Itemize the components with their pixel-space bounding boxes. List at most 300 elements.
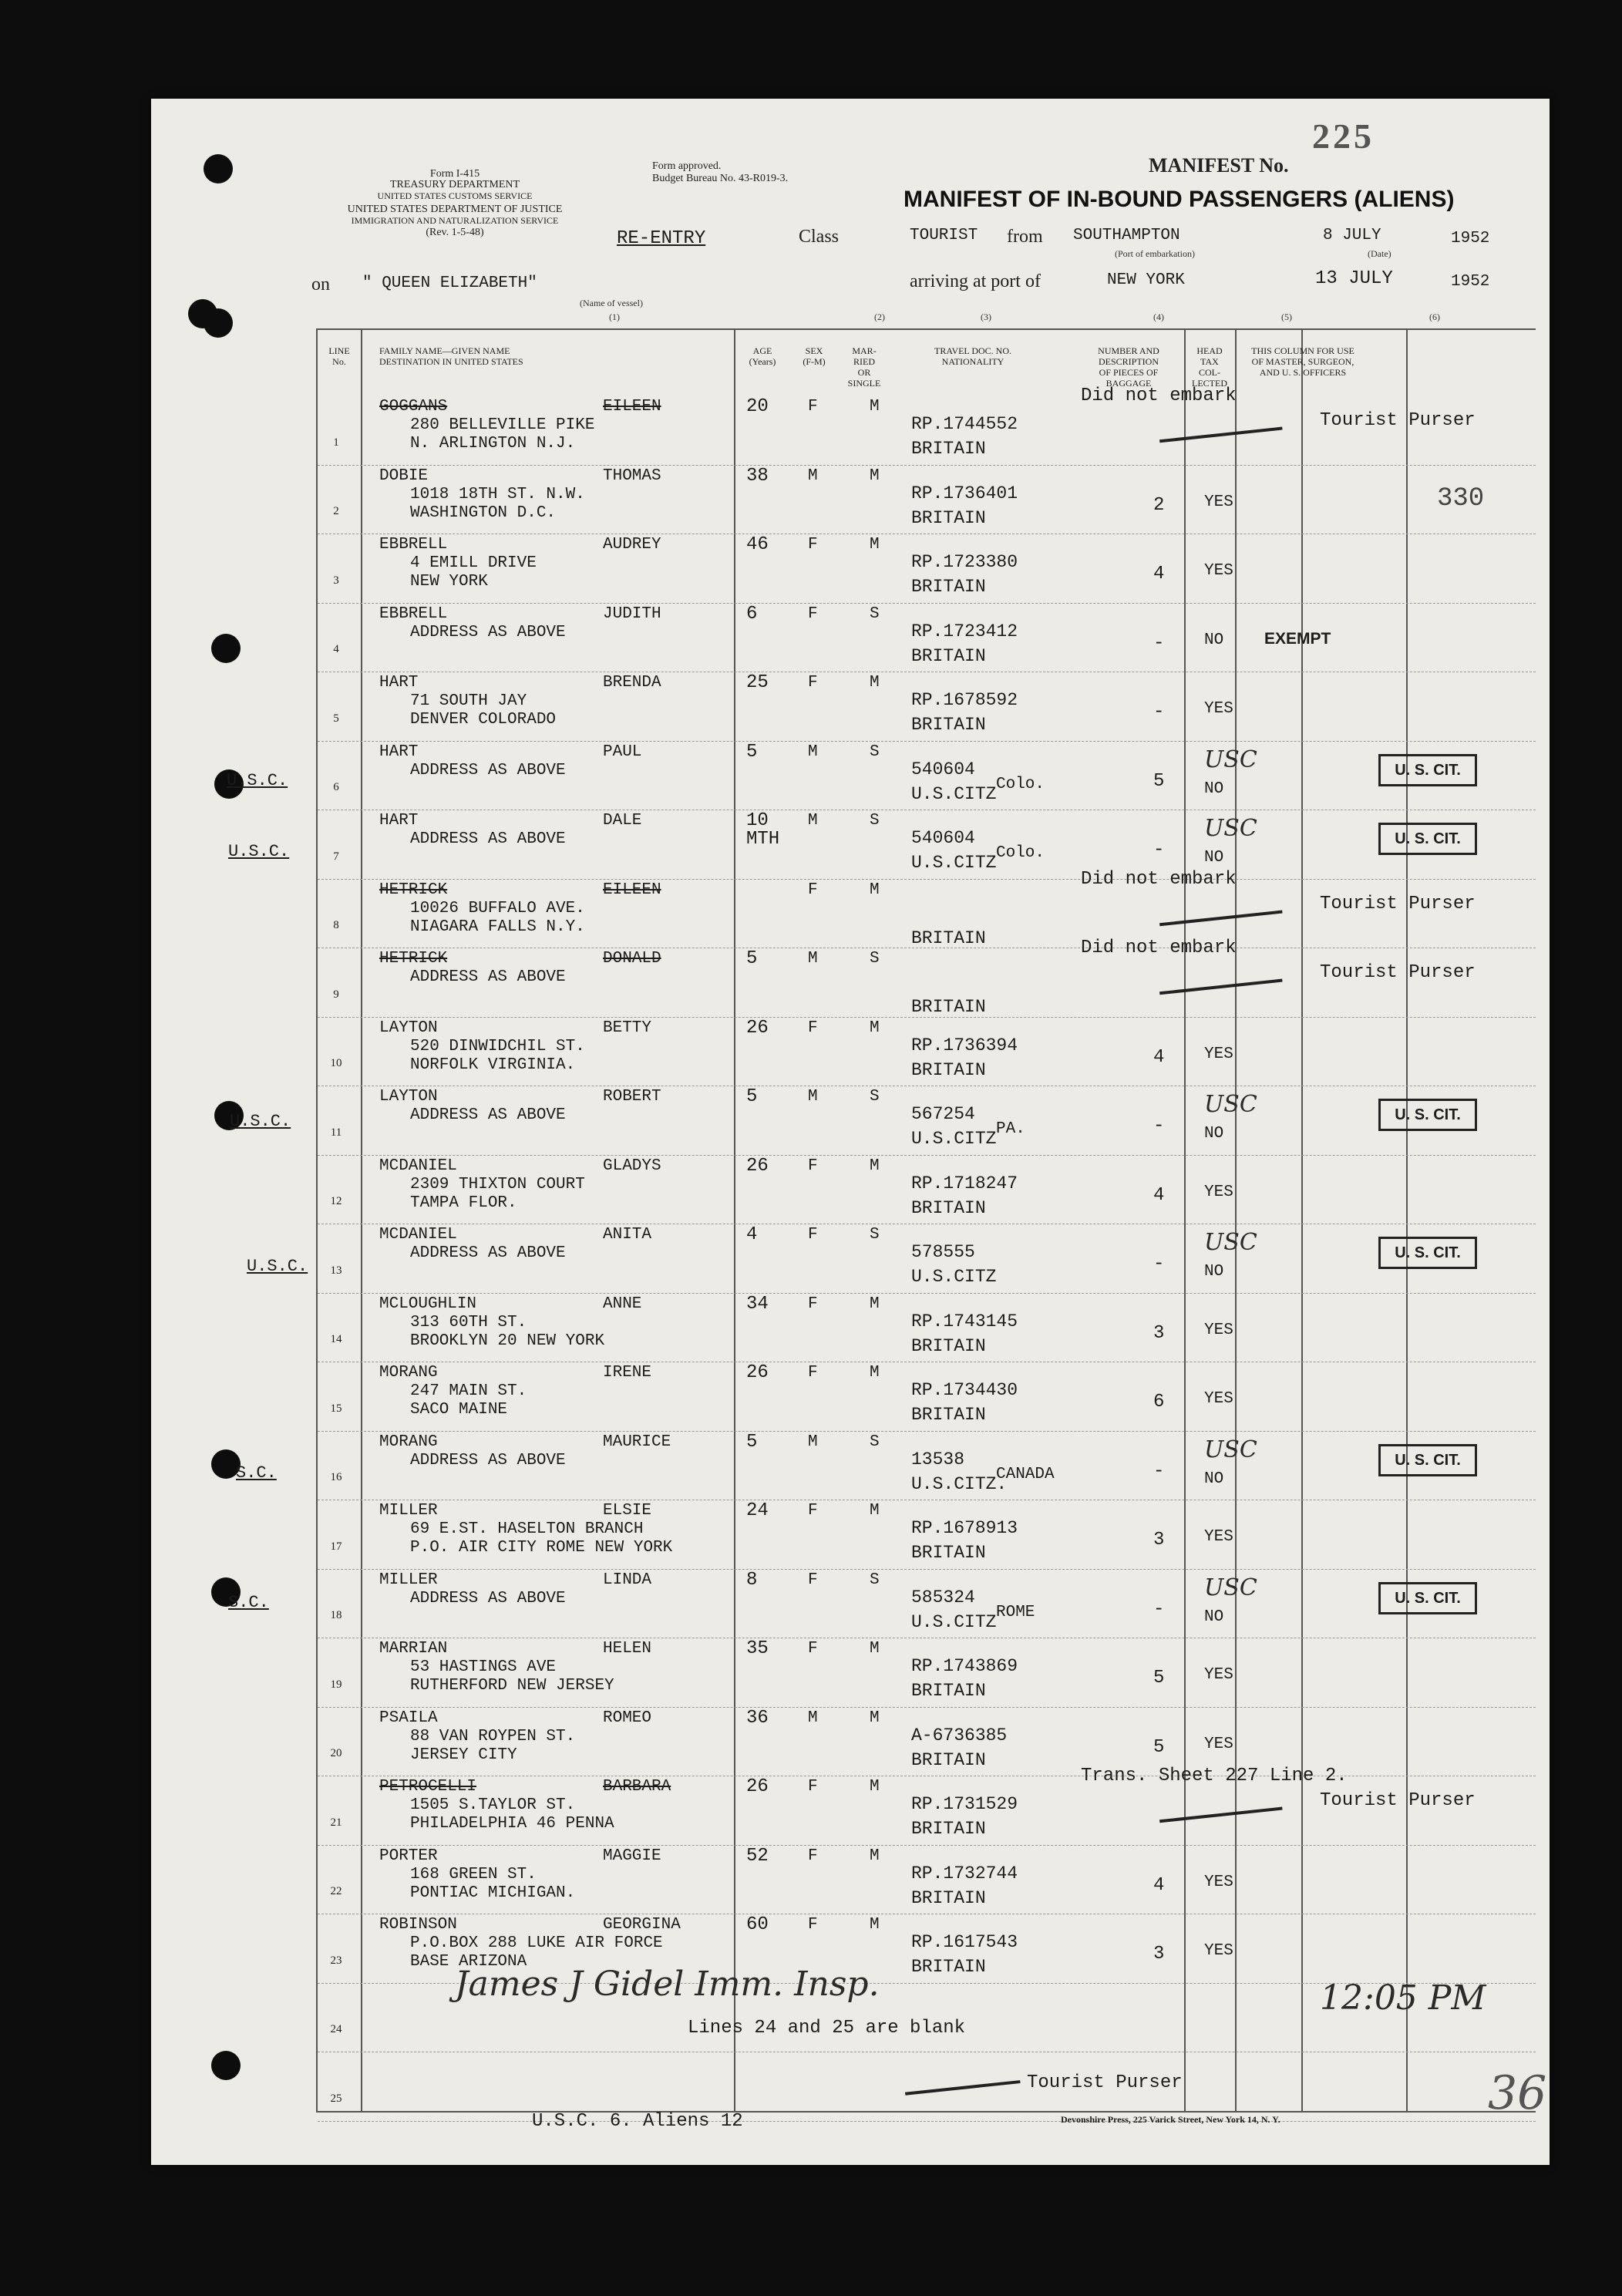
sex: F [808, 1778, 818, 1796]
form-approved: Form approved. [652, 160, 722, 172]
line-number: 11 [330, 1126, 342, 1139]
line-number: 9 [333, 988, 339, 1001]
travel-doc: RP.1736401 [911, 483, 1018, 503]
family-name: MORANG [379, 1432, 438, 1451]
nationality: BRITAIN [911, 645, 986, 666]
marital-status: S [870, 1088, 880, 1106]
family-name: MARRIAN [379, 1640, 448, 1658]
us-citizen-stamp: U. S. CIT. [1378, 1237, 1477, 1269]
head-tax: NO [1204, 1263, 1224, 1281]
usc-handwritten: USC [1204, 746, 1257, 773]
age: 20 [746, 396, 769, 417]
baggage-count: 5 [1153, 1736, 1165, 1758]
nationality: BRITAIN [911, 1819, 986, 1839]
marital-status: M [870, 1294, 880, 1313]
usc-handwritten: USC [1204, 1091, 1257, 1118]
travel-doc: 540604 [911, 828, 975, 848]
sex: F [808, 674, 818, 692]
family-name: HETRICK [379, 950, 448, 968]
us-citizen-stamp: U. S. CIT. [1378, 1099, 1477, 1131]
head-tax: YES [1204, 700, 1233, 718]
address-line-1: 247 MAIN ST. [410, 1382, 527, 1400]
address-line-1: ADDRESS AS ABOVE [410, 1244, 566, 1262]
address-line-2: SACO MAINE [410, 1401, 508, 1419]
line-number: 21 [330, 1816, 342, 1829]
marital-status: M [870, 398, 880, 416]
nationality: BRITAIN [911, 1957, 986, 1977]
family-name: EBBRELL [379, 604, 448, 623]
family-name: LAYTON [379, 1088, 438, 1106]
sex: F [808, 398, 818, 416]
line-number: 23 [330, 1954, 342, 1967]
age: 26 [746, 1155, 769, 1177]
head-tax: YES [1204, 1390, 1233, 1408]
age: 24 [746, 1500, 769, 1521]
col-num-2: (2) [874, 311, 885, 322]
arrival-date: 13 JULY [1315, 268, 1393, 289]
line-number: 4 [333, 643, 339, 655]
given-name: IRENE [603, 1364, 652, 1382]
address-line-2: WASHINGTON D.C. [410, 503, 557, 522]
binder-hole [211, 2051, 241, 2080]
travel-doc: RP.1718247 [911, 1173, 1018, 1193]
baggage-count: - [1153, 1460, 1165, 1482]
sex: F [808, 604, 818, 623]
purser-signature [1156, 953, 1282, 995]
address-line-1: 71 SOUTH JAY [410, 692, 527, 710]
given-name: MAURICE [603, 1432, 671, 1451]
age: 26 [746, 1776, 769, 1797]
nationality: U.S.CITZ [911, 1611, 997, 1632]
marital-status: M [870, 674, 880, 692]
marital-status: S [870, 742, 880, 761]
departure-date: 8 JULY [1323, 227, 1381, 244]
given-name: AUDREY [603, 536, 661, 554]
head-tax: YES [1204, 1735, 1233, 1753]
table-row [318, 604, 1536, 673]
line-number: 15 [330, 1402, 342, 1415]
head-tax: YES [1204, 1528, 1233, 1546]
baggage-count: 4 [1153, 1184, 1165, 1206]
purser-signature [1156, 401, 1282, 443]
marital-status: S [870, 1226, 880, 1244]
purser-label: Tourist Purser [1320, 1790, 1476, 1811]
line-number: 25 [330, 2092, 342, 2105]
revision: (Rev. 1-5-48) [426, 227, 484, 238]
table-row [318, 868, 1536, 949]
head-tax: YES [1204, 562, 1233, 580]
sex: F [808, 1640, 818, 1658]
travel-doc: RP.1743145 [911, 1311, 1018, 1331]
passenger-table [316, 328, 1536, 2113]
address-line-1: ADDRESS AS ABOVE [410, 830, 566, 848]
age: 10 MTH [746, 810, 780, 850]
travel-doc: 13538 [911, 1449, 965, 1470]
doc-state: CANADA [996, 1465, 1055, 1483]
vessel-caption: (Name of vessel) [580, 298, 643, 308]
head-tax: NO [1204, 779, 1224, 798]
address-line-2: NEW YORK [410, 573, 488, 591]
col-line-header: LINE No. [328, 345, 350, 367]
travel-doc: RP.1731529 [911, 1794, 1018, 1814]
usc-margin-mark: S.C. [236, 1463, 277, 1483]
usc-margin-mark: U.S.C. [228, 842, 290, 861]
marital-status: S [870, 1432, 880, 1451]
family-name: MILLER [379, 1571, 438, 1589]
us-citizen-stamp: U. S. CIT. [1378, 1444, 1477, 1476]
age: 46 [746, 534, 769, 555]
remark: Did not embark [1081, 385, 1237, 406]
given-name: DALE [603, 812, 642, 830]
line-number: 3 [333, 574, 339, 587]
family-name: MCDANIEL [379, 1226, 457, 1244]
remark: Did not embark [1081, 938, 1237, 958]
arrival-port: NEW YORK [1107, 271, 1185, 289]
arrival-year: 1952 [1451, 273, 1490, 291]
marital-status: M [870, 1156, 880, 1175]
travel-doc: 540604 [911, 759, 975, 779]
purser-label: Tourist Purser [1027, 2072, 1183, 2093]
col-num-3: (3) [981, 311, 991, 322]
address-line-2: N. ARLINGTON N.J. [410, 435, 576, 453]
marital-status: M [870, 880, 880, 899]
head-tax: NO [1204, 1125, 1224, 1143]
us-citizen-stamp: U. S. CIT. [1378, 1582, 1477, 1614]
us-citizen-stamp: U. S. CIT. [1378, 823, 1477, 855]
marital-status: S [870, 812, 880, 830]
given-name: JUDITH [603, 604, 661, 623]
address-line-1: ADDRESS AS ABOVE [410, 1106, 566, 1124]
given-name: ANNE [603, 1294, 642, 1313]
travel-doc: RP.1744552 [911, 414, 1018, 434]
manifest-no-label: MANIFEST No. [1149, 154, 1289, 177]
marital-status: M [870, 1364, 880, 1382]
age: 60 [746, 1914, 769, 1935]
line-number: 12 [330, 1195, 342, 1207]
travel-doc: RP.1617543 [911, 1932, 1018, 1952]
age: 38 [746, 465, 769, 486]
family-name: MORANG [379, 1364, 438, 1382]
travel-doc: RP.1736394 [911, 1035, 1018, 1055]
given-name: ROBERT [603, 1088, 661, 1106]
sex: F [808, 1156, 818, 1175]
line-number: 1 [333, 436, 339, 449]
line-number: 18 [330, 1609, 342, 1621]
marital-status: S [870, 604, 880, 623]
travel-doc: RP.1678913 [911, 1518, 1018, 1538]
baggage-count: 3 [1153, 1322, 1165, 1344]
departure-year: 1952 [1451, 230, 1490, 247]
address-line-2: TAMPA FLOR. [410, 1193, 517, 1212]
purser-label: Tourist Purser [1320, 410, 1476, 431]
address-line-1: 4 EMILL DRIVE [410, 554, 537, 572]
immigration-service: IMMIGRATION AND NATURALIZATION SERVICE [351, 215, 559, 226]
count-330: 330 [1437, 484, 1485, 513]
address-line-1: 10026 BUFFALO AVE. [410, 899, 585, 917]
line-number: 14 [330, 1333, 342, 1345]
marital-status: M [870, 1709, 880, 1727]
age: 5 [746, 1431, 758, 1453]
from-label: from [1007, 227, 1043, 247]
age: 5 [746, 741, 758, 763]
address-line-2: PONTIAC MICHIGAN. [410, 1884, 576, 1902]
address-line-1: 88 VAN ROYPEN ST. [410, 1727, 576, 1746]
sex: M [808, 466, 818, 485]
col-married-header: MAR- RIED OR SINGLE [847, 345, 881, 389]
family-name: HART [379, 812, 419, 830]
sex: M [808, 1709, 818, 1727]
nationality: U.S.CITZ. [911, 1473, 1008, 1494]
class-value: TOURIST [910, 227, 978, 244]
usc-margin-mark: U.S.C. [230, 1112, 291, 1131]
baggage-count: 4 [1153, 1046, 1165, 1068]
family-name: GOGGANS [379, 398, 448, 416]
address-line-1: 168 GREEN ST. [410, 1865, 537, 1884]
head-tax: YES [1204, 1045, 1233, 1063]
baggage-count: 4 [1153, 1874, 1165, 1896]
nationality: U.S.CITZ [911, 783, 997, 804]
table-row [318, 385, 1536, 466]
age: 36 [746, 1707, 769, 1729]
table-row [318, 1086, 1536, 1156]
baggage-count: - [1153, 632, 1165, 654]
line-number: 13 [330, 1264, 342, 1277]
usc-handwritten: USC [1204, 1229, 1257, 1256]
given-name: ELSIE [603, 1502, 652, 1520]
col-num-1: (1) [609, 311, 620, 322]
us-citizen-stamp: U. S. CIT. [1378, 754, 1477, 786]
given-name: LINDA [603, 1571, 652, 1589]
family-name: EBBRELL [379, 536, 448, 554]
address-line-1: 2309 THIXTON COURT [410, 1175, 585, 1193]
nationality: BRITAIN [911, 1059, 986, 1080]
sex: F [808, 1502, 818, 1520]
sex: F [808, 536, 818, 554]
nationality: U.S.CITZ [911, 1267, 997, 1287]
age: 5 [746, 1086, 758, 1107]
family-name: PETROCELLI [379, 1778, 477, 1796]
age: 4 [746, 1224, 758, 1245]
row-separator [318, 2121, 1536, 2122]
purser-signature [1156, 884, 1282, 926]
sex: M [808, 1088, 818, 1106]
family-name: HETRICK [379, 880, 448, 899]
table-row [318, 1432, 1536, 1501]
given-name: ROMEO [603, 1709, 652, 1727]
address-line-1: ADDRESS AS ABOVE [410, 761, 566, 779]
inspection-time: 12:05 PM [1320, 1978, 1486, 2018]
family-name: HART [379, 742, 419, 761]
baggage-count: - [1153, 702, 1165, 722]
sex: F [808, 880, 818, 899]
travel-doc: RP.1732744 [911, 1863, 1018, 1884]
manifest-title: MANIFEST OF IN-BOUND PASSENGERS (ALIENS) [904, 187, 1455, 212]
reentry-stamp: RE-ENTRY [617, 228, 706, 249]
sex: M [808, 950, 818, 968]
col-num-6: (6) [1429, 311, 1440, 322]
col-officers-header: THIS COLUMN FOR USE OF MASTER, SURGEON, AND U. S. OFFICERS [1251, 345, 1354, 378]
table-row [318, 1570, 1536, 1639]
table-row [318, 1156, 1536, 1225]
line-number: 17 [330, 1540, 342, 1553]
baggage-count: 3 [1153, 1530, 1165, 1550]
col-headtax-header: HEAD TAX COL- LECTED [1192, 345, 1227, 389]
age: 52 [746, 1845, 769, 1867]
given-name: THOMAS [603, 466, 661, 485]
usc-handwritten: USC [1204, 1436, 1257, 1463]
table-row [318, 810, 1536, 880]
address-line-1: 53 HASTINGS AVE [410, 1658, 557, 1676]
baggage-count: 6 [1153, 1392, 1165, 1412]
address-line-2: DENVER COLORADO [410, 711, 557, 729]
given-name: BETTY [603, 1018, 652, 1037]
marital-status: M [870, 1018, 880, 1037]
head-tax: YES [1204, 1873, 1233, 1891]
nationality: BRITAIN [911, 715, 986, 735]
address-line-2: JERSEY CITY [410, 1746, 517, 1764]
doc-state: PA. [996, 1120, 1025, 1138]
baggage-count: 5 [1153, 1668, 1165, 1688]
family-name: PORTER [379, 1847, 438, 1865]
sex: F [808, 1294, 818, 1313]
budget-bureau: Budget Bureau No. 43-R019-3. [652, 173, 789, 184]
marital-status: S [870, 1571, 880, 1589]
alien-count: U.S.C. 6. Aliens 12 [532, 2111, 743, 2132]
address-line-1: 313 60TH ST. [410, 1313, 527, 1331]
col-baggage-header: NUMBER AND DESCRIPTION OF PIECES OF BAGGAGE [1098, 345, 1159, 389]
table-row [318, 1638, 1536, 1708]
given-name: MAGGIE [603, 1847, 661, 1865]
col-num-4: (4) [1153, 311, 1164, 322]
travel-doc: 567254 [911, 1104, 975, 1124]
col-age-header: AGE (Years) [749, 345, 776, 367]
col-travel-header: TRAVEL DOC. NO. NATIONALITY [934, 345, 1011, 367]
arriving-label: arriving at port of [910, 271, 1041, 291]
nationality: BRITAIN [911, 1335, 986, 1356]
purser-signature [902, 2054, 1020, 2095]
head-tax: NO [1204, 1608, 1224, 1626]
doc-state: ROME [996, 1603, 1035, 1621]
remark: Trans. Sheet 227 Line 2. [1081, 1766, 1348, 1786]
baggage-count: - [1153, 840, 1165, 860]
purser-label: Tourist Purser [1320, 962, 1476, 983]
sex: M [808, 1432, 818, 1451]
head-tax: YES [1204, 493, 1233, 511]
given-name: EILEEN [603, 398, 661, 416]
age: 8 [746, 1569, 758, 1591]
table-row [318, 1766, 1536, 1846]
given-name: DONALD [603, 950, 661, 968]
line-number: 2 [333, 505, 339, 517]
col-num-5: (5) [1281, 311, 1292, 322]
treasury-dept: TREASURY DEPARTMENT [389, 179, 520, 190]
table-row [318, 1018, 1536, 1087]
justice-dept: UNITED STATES DEPARTMENT OF JUSTICE [347, 204, 563, 215]
doc-state: Colo. [996, 775, 1045, 793]
line-number: 20 [330, 1747, 342, 1759]
nationality: BRITAIN [911, 1681, 986, 1701]
page-mark: 36 [1488, 2066, 1547, 2120]
usc-margin-mark: S.C. [228, 1593, 269, 1612]
address-line-1: 1505 S.TAYLOR ST. [410, 1796, 576, 1814]
line-number: 24 [330, 2023, 342, 2035]
address-line-1: 280 BELLEVILLE PIKE [410, 416, 595, 434]
nationality: U.S.CITZ [911, 1129, 997, 1149]
sex: F [808, 1364, 818, 1382]
class-label: Class [799, 227, 840, 247]
from-port: SOUTHAMPTON [1073, 227, 1180, 244]
col-sex-header: SEX (F-M) [803, 345, 826, 367]
family-name: ROBINSON [379, 1916, 457, 1934]
age: 5 [746, 948, 758, 969]
address-line-2: PHILADELPHIA 46 PENNA [410, 1815, 614, 1833]
travel-doc: RP.1723412 [911, 621, 1018, 641]
address-line-1: ADDRESS AS ABOVE [410, 623, 566, 641]
travel-doc: A-6736385 [911, 1725, 1008, 1746]
nationality: BRITAIN [911, 1749, 986, 1770]
table-row [318, 466, 1536, 535]
baggage-count: 4 [1153, 564, 1165, 584]
purser-signature [1156, 1781, 1282, 1823]
travel-doc: RP.1678592 [911, 690, 1018, 710]
line-number: 5 [333, 712, 339, 725]
given-name: HELEN [603, 1640, 652, 1658]
form-number: Form I-415 [429, 168, 480, 180]
given-name: BARBARA [603, 1778, 671, 1796]
address-line-2: P.O. AIR CITY ROME NEW YORK [410, 1539, 673, 1557]
table-row [318, 1500, 1536, 1570]
baggage-count: 3 [1153, 1944, 1165, 1964]
line-number: 6 [333, 781, 339, 793]
given-name: GEORGINA [603, 1916, 681, 1934]
port-embark-caption: (Port of embarkation) [1115, 248, 1195, 259]
sex: M [808, 742, 818, 761]
table-row [318, 938, 1536, 1018]
head-tax: YES [1204, 1321, 1233, 1339]
age: 25 [746, 672, 769, 693]
family-name: DOBIE [379, 466, 429, 485]
travel-doc: RP.1734430 [911, 1380, 1018, 1400]
head-tax: YES [1204, 1183, 1233, 1201]
head-tax: NO [1204, 1470, 1224, 1488]
marital-status: M [870, 1778, 880, 1796]
blank-lines-note: Lines 24 and 25 are blank [688, 2017, 966, 2038]
head-tax: YES [1204, 1942, 1233, 1960]
travel-doc: 578555 [911, 1242, 975, 1262]
nationality: U.S.CITZ [911, 853, 997, 873]
age: 26 [746, 1362, 769, 1383]
family-name: MCDANIEL [379, 1156, 457, 1175]
usc-handwritten: USC [1204, 1574, 1257, 1601]
usc-handwritten: USC [1204, 815, 1257, 842]
marital-status: M [870, 466, 880, 485]
table-row [318, 1224, 1536, 1294]
marital-status: M [870, 1847, 880, 1865]
table-row [318, 1294, 1536, 1363]
customs-service: UNITED STATES CUSTOMS SERVICE [377, 190, 533, 201]
baggage-count: 5 [1153, 770, 1165, 792]
family-name: LAYTON [379, 1018, 438, 1037]
on-label: on [311, 274, 330, 295]
address-line-2: BASE ARIZONA [410, 1953, 527, 1971]
address-line-1: ADDRESS AS ABOVE [410, 1451, 566, 1470]
line-number: 8 [333, 919, 339, 931]
address-line-2: NIAGARA FALLS N.Y. [410, 917, 585, 936]
marital-status: S [870, 950, 880, 968]
line-number: 16 [330, 1471, 342, 1483]
nationality: BRITAIN [911, 507, 986, 528]
purser-label: Tourist Purser [1320, 893, 1476, 914]
